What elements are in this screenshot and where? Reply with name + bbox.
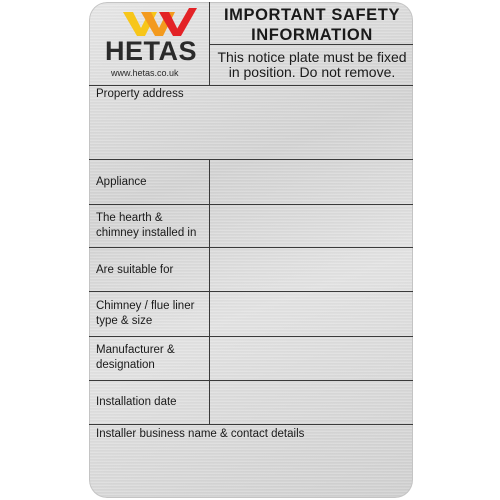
manufacturer-label bbox=[96, 343, 208, 373]
hearth-label-line-2: chimney installed in bbox=[96, 227, 197, 239]
row-line bbox=[89, 291, 413, 292]
notice-line-1: This notice plate must be fixed bbox=[217, 49, 407, 65]
title-line-1: IMPORTANT SAFETY bbox=[223, 6, 401, 24]
notice-text bbox=[211, 50, 413, 80]
row-line bbox=[89, 380, 413, 381]
suitable-for-label: Are suitable for bbox=[96, 264, 174, 276]
hetas-website: www.hetas.co.uk bbox=[111, 68, 179, 78]
hetas-logo-text: HETAS bbox=[105, 36, 198, 66]
hearth-label-line-1: The hearth & bbox=[96, 212, 163, 224]
installer-details-label: Installer business name & contact details bbox=[96, 428, 305, 440]
chimney-label-line-1: Chimney / flue liner bbox=[96, 300, 195, 312]
installation-date-label: Installation date bbox=[96, 396, 177, 408]
chimney-flue-label bbox=[96, 299, 208, 329]
column-divider bbox=[209, 159, 210, 424]
row-line bbox=[89, 85, 413, 86]
notice-line-2: in position. Do not remove. bbox=[228, 64, 396, 80]
appliance-label: Appliance bbox=[96, 176, 147, 188]
row-line bbox=[89, 204, 413, 205]
page-title bbox=[211, 5, 413, 45]
row-line bbox=[89, 247, 413, 248]
manufacturer-label-line-1: Manufacturer & bbox=[96, 344, 175, 356]
header-split-line bbox=[209, 44, 413, 45]
manufacturer-label-line-2: designation bbox=[96, 359, 155, 371]
title-line-2: INFORMATION bbox=[251, 26, 373, 44]
row-line bbox=[89, 159, 413, 160]
chimney-label-line-2: type & size bbox=[96, 315, 153, 327]
property-address-label: Property address bbox=[96, 88, 184, 100]
row-line bbox=[89, 424, 413, 425]
safety-notice-plate bbox=[89, 2, 413, 498]
hearth-chimney-label bbox=[96, 211, 208, 241]
row-line bbox=[89, 336, 413, 337]
